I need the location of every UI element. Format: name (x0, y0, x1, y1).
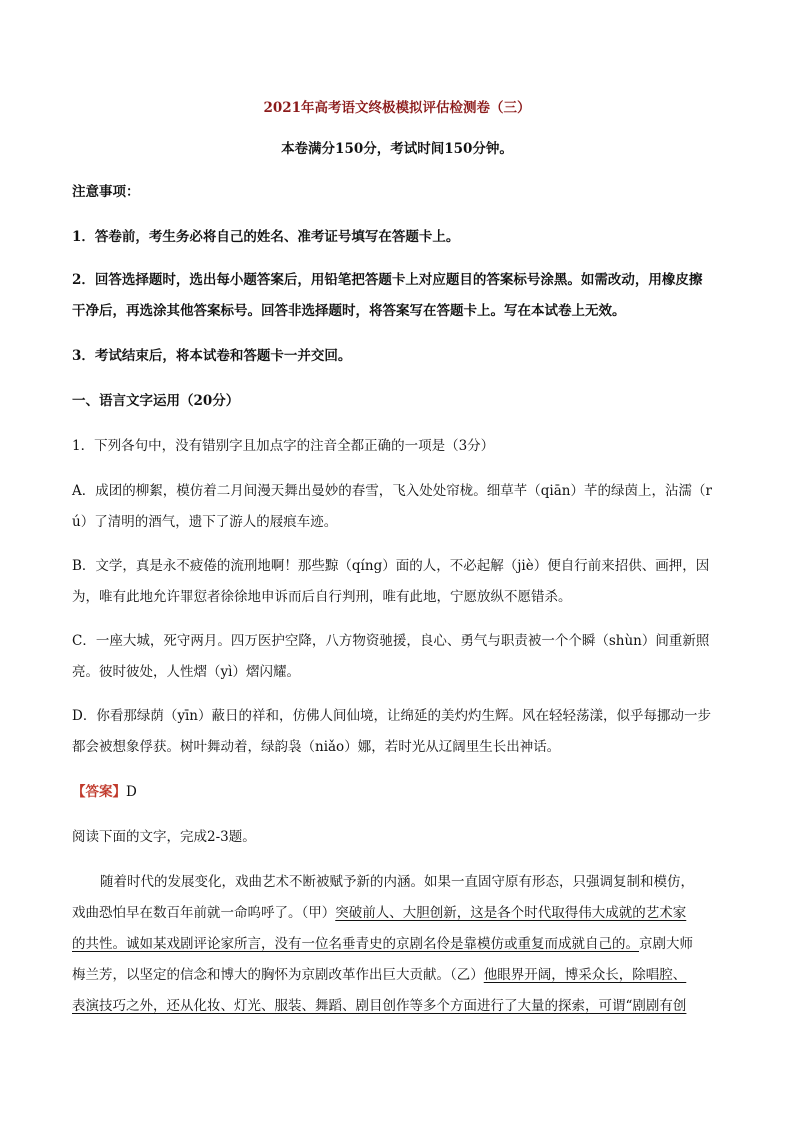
answer-label: 【答案】 (72, 784, 126, 800)
passage-sentence-jia-cont: 的共性。诚如某戏剧评论家所言，没有一位名垂青史的京剧名伶是靠模仿或重复而成就自己的。 (72, 936, 639, 952)
option-c-line-1: C．一座大城，死守两月。四万医护空降，八方物资驰援，良心、勇气与职责被一个个瞬（shùn）间重新照 (72, 633, 710, 649)
section-1-heading: 一、语言文字运用（20分） (72, 393, 240, 409)
notice-item-2-line-2: 干净后，再选涂其他答案标号。回答非选择题时，将答案写在答题卡上。写在本试卷上无效。 (72, 303, 626, 319)
passage-line-2 (72, 903, 724, 923)
passage-line-2-text: 戏曲恐怕早在数百年前就一命呜呼了。（甲） (72, 905, 336, 921)
passage-sentence-yi-cont: 表演技巧之外，还从化妆、灯光、服装、舞蹈、剧目创作等多个方面进行了大量的探索，可谓“剧剧有创 (72, 998, 687, 1014)
exam-subtitle: 本卷满分150分，考试时间150分钟。 (281, 141, 513, 157)
passage-line-5 (72, 996, 724, 1016)
option-d-line-2: 都会被想象俘获。树叶舞动着，绿韵袅（niǎo）娜，若时光从辽阔里生长出神话。 (72, 739, 561, 755)
option-a-line-2: ú）了清明的酒气，遗下了游人的屐痕车迹。 (72, 514, 338, 530)
passage-line-4 (72, 965, 724, 985)
option-a-line-1: A．成团的柳絮，模仿着二月间漫天舞出曼妙的春雪，飞入处处帘栊。细草芊（qiān）芊的绿茵上，沾濡（r (72, 483, 712, 499)
passage-line-3-tail: 京剧大师 (639, 936, 693, 952)
answer-line (72, 782, 724, 802)
option-c-line-2: 亮。彼时彼处，人性熠（yì）熠闪耀。 (72, 664, 300, 680)
passage-line-1: 随着时代的发展变化，戏曲艺术不断被赋予新的内涵。如果一直固守原有形态，只强调复制和模仿， (100, 874, 694, 890)
option-b-line-2: 为，唯有此地允许罪愆者徐徐地申诉而后自行判刑，唯有此地，宁愿放纵不愿错杀。 (72, 589, 572, 605)
answer-value: D (126, 784, 137, 800)
notice-item-1: 1．答卷前，考生务必将自己的姓名、准考证号填写在答题卡上。 (72, 229, 460, 245)
question-1-stem: 1．下列各句中，没有错别字且加点字的注音全都正确的一项是（3分） (72, 438, 495, 454)
page-title: 2021年高考语文终极模拟评估检测卷（三） (263, 100, 531, 116)
notice-heading: 注意事项： (72, 184, 140, 200)
passage-sentence-yi: 他眼界开阔，博采众长，除唱腔、 (483, 967, 687, 983)
notice-item-2-line-1: 2．回答选择题时，选出每小题答案后，用铅笔把答题卡上对应题目的答案标号涂黑。如需改动，用橡皮擦 (72, 272, 703, 288)
passage-sentence-jia: 突破前人、大胆创新，这是各个时代取得伟大成就的艺术家 (335, 905, 687, 921)
notice-item-3: 3．考试结束后，将本试卷和答题卡一并交回。 (72, 348, 352, 364)
option-d-line-1: D．你看那绿荫（yīn）蔽日的祥和，仿佛人间仙境，让绵延的美灼灼生辉。风在轻轻荡漾，似乎每挪动一步 (72, 708, 711, 724)
option-b-line-1: B．文学，真是永不疲倦的流刑地啊！那些黥（qíng）面的人，不必起解（jiè）便自行前来招供、画押，因 (72, 558, 710, 574)
passage-line-3 (72, 934, 724, 954)
reading-intro: 阅读下面的文字，完成2-3题。 (72, 829, 256, 845)
passage-line-4-text: 梅兰芳，以坚定的信念和博大的胸怀为京剧改革作出巨大贡献。（乙） (72, 967, 484, 983)
